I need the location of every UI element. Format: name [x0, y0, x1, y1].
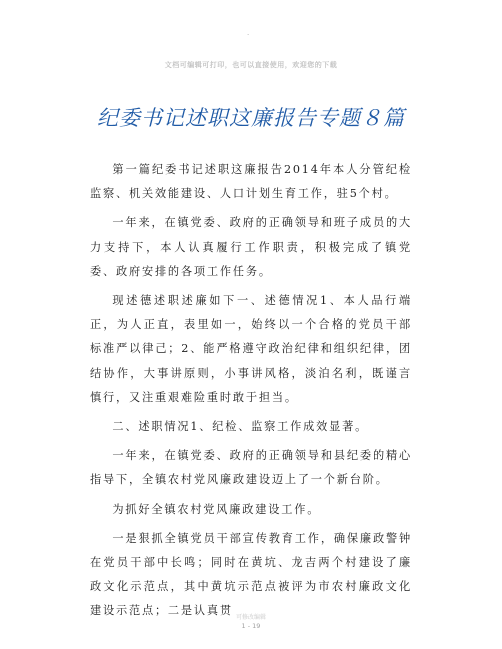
footer-label: 可修改编辑	[235, 614, 266, 621]
paragraph: 第一篇纪委书记述职这廉报告2014年本人分管纪检监察、机关效能建设、人口计划生育工作，驻5个村。	[90, 163, 412, 201]
paragraph: 为抓好全镇农村党风廉政建设工作。	[112, 502, 321, 516]
page-number: 1 - 19	[241, 622, 261, 630]
paragraph: 二、述职情况1、纪检、监察工作成效显著。	[112, 420, 369, 434]
paragraph: 现述德述职述廉如下一、述德情况1、本人品行端正，为人正直，表里如一，始终以一个合格的党员干部标准严以律己；2、能严格遵守政治纪律和组织纪律，团结协作，大事讲原则，小事讲风格，淡泊名利，既谨言慎行，又注重艰难险重时敢于担当。	[90, 294, 412, 404]
top-mark: .	[247, 29, 250, 37]
document-body	[90, 158, 412, 629]
paragraph: 一年来，在镇党委、政府的正确领导和县纪委的精心指导下，全镇农村党风廉政建设迈上了一个新台阶。	[90, 449, 412, 487]
document-title: 纪委书记述职这廉报告专题８篇	[97, 106, 405, 130]
paragraph: 一年来，在镇党委、政府的正确领导和班子成员的大力支持下，本人认真履行工作职责，积极完成了镇党委、政府安排的各项工作任务。	[90, 216, 412, 278]
download-notice: 文档可编辑可打印，也可以直接使用，欢迎您的下载	[164, 61, 338, 69]
paragraph: 一是狠抓全镇党员干部宣传教育工作，确保廉政警钟在党员干部中长鸣；同时在黄坑、龙吉两个村建设了廉政文化示范点，其中黄坑示范点被评为市农村廉政文化建设示范点；二是认真贯	[90, 531, 412, 618]
